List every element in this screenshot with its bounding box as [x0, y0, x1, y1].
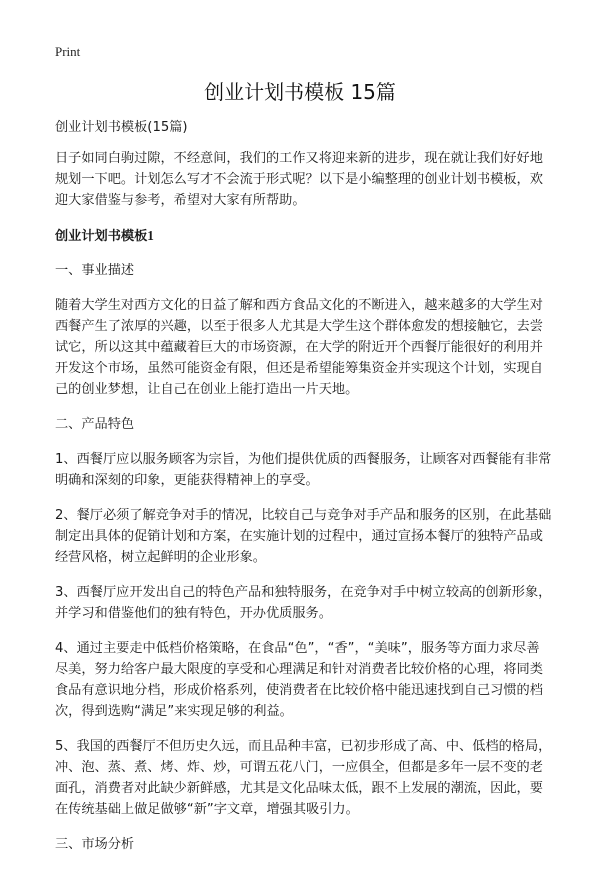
business-description-paragraph: 随着大学生对西方文化的日益了解和西方食品文化的不断进入，越来越多的大学生对西餐产生了浓厚的兴趣，以至于很多人尤其是大学生这个群体愈发的想接触它，去尝试它，所以这其中蕴藏着巨大的市场资源，在大学的附近开个西餐厅能很好的利用并开发这个市场，虽然可能资金有限，但还是希望能筹集资金并实现这个计划，实现自己的创业梦想，让自己在创业上能打造出一片天地。 — [55, 298, 543, 397]
feature-item: 5、我国的西餐厅不但历史久远，而且品种丰富，已初步形成了高、中、低档的格局，冲、泡、蒸、煮、烤、炸、炒，可谓五花八门，一应俱全，但都是多年一层不变的老面孔，消费者对此缺少新鲜感，尤其是文化品味太低，跟不上发展的潮流，因此，要在传统基础上做足做够“新”字文章，增强其吸引力。 — [55, 739, 552, 817]
print-label: Print — [55, 44, 81, 59]
feature-item: 1、西餐厅应以服务顾客为宗旨，为他们提供优质的西餐服务，让顾客对西餐能有非常明确和深刻的印象，更能获得精神上的享受。 — [55, 452, 552, 488]
feature-item: 3、西餐厅应开发出自己的特色产品和独特服务，在竞争对手中树立较高的创新形象，并学习和借鉴他们的独有特色，开办优质服务。 — [55, 585, 552, 621]
section-title-business: 一、事业描述 — [55, 263, 135, 278]
template-heading: 创业计划书模板1 — [55, 228, 154, 243]
feature-item: 4、通过主要走中低档价格策略，在食品“色”，“香”，“美味”，服务等方面力求尽善尽美，努力给客户最大限度的享受和心理满足和针对消费者比较价格的心理，将同类食品有意识地分档，形成价格系列，使消费者在比较价格中能迅速找到自己习惯的档次，得到选购“满足”来实现足够的利益。 — [55, 641, 543, 719]
intro-paragraph: 日子如同白驹过隙，不经意间，我们的工作又将迎来新的进步，现在就让我们好好地规划一下吧。计划怎么写才不会流于形式呢？以下是小编整理的创业计划书模板，欢迎大家借鉴与参考，希望对大家有所帮助。 — [55, 151, 543, 208]
document-body — [55, 117, 552, 869]
document-subtitle: 创业计划书模板(15篇) — [55, 120, 188, 135]
feature-item: 2、餐厅必须了解竞争对手的情况，比较自己与竞争对手产品和服务的区别，在此基础制定出具体的促销计划和方案，在实施计划的过程中，通过宣扬本餐厅的独特产品或经营风格，树立起鲜明的企业形象。 — [55, 508, 552, 565]
page-title: 创业计划书模板 15篇 — [204, 80, 396, 104]
section-title-features: 二、产品特色 — [55, 417, 135, 432]
section-title-market: 三、市场分析 — [55, 837, 135, 852]
